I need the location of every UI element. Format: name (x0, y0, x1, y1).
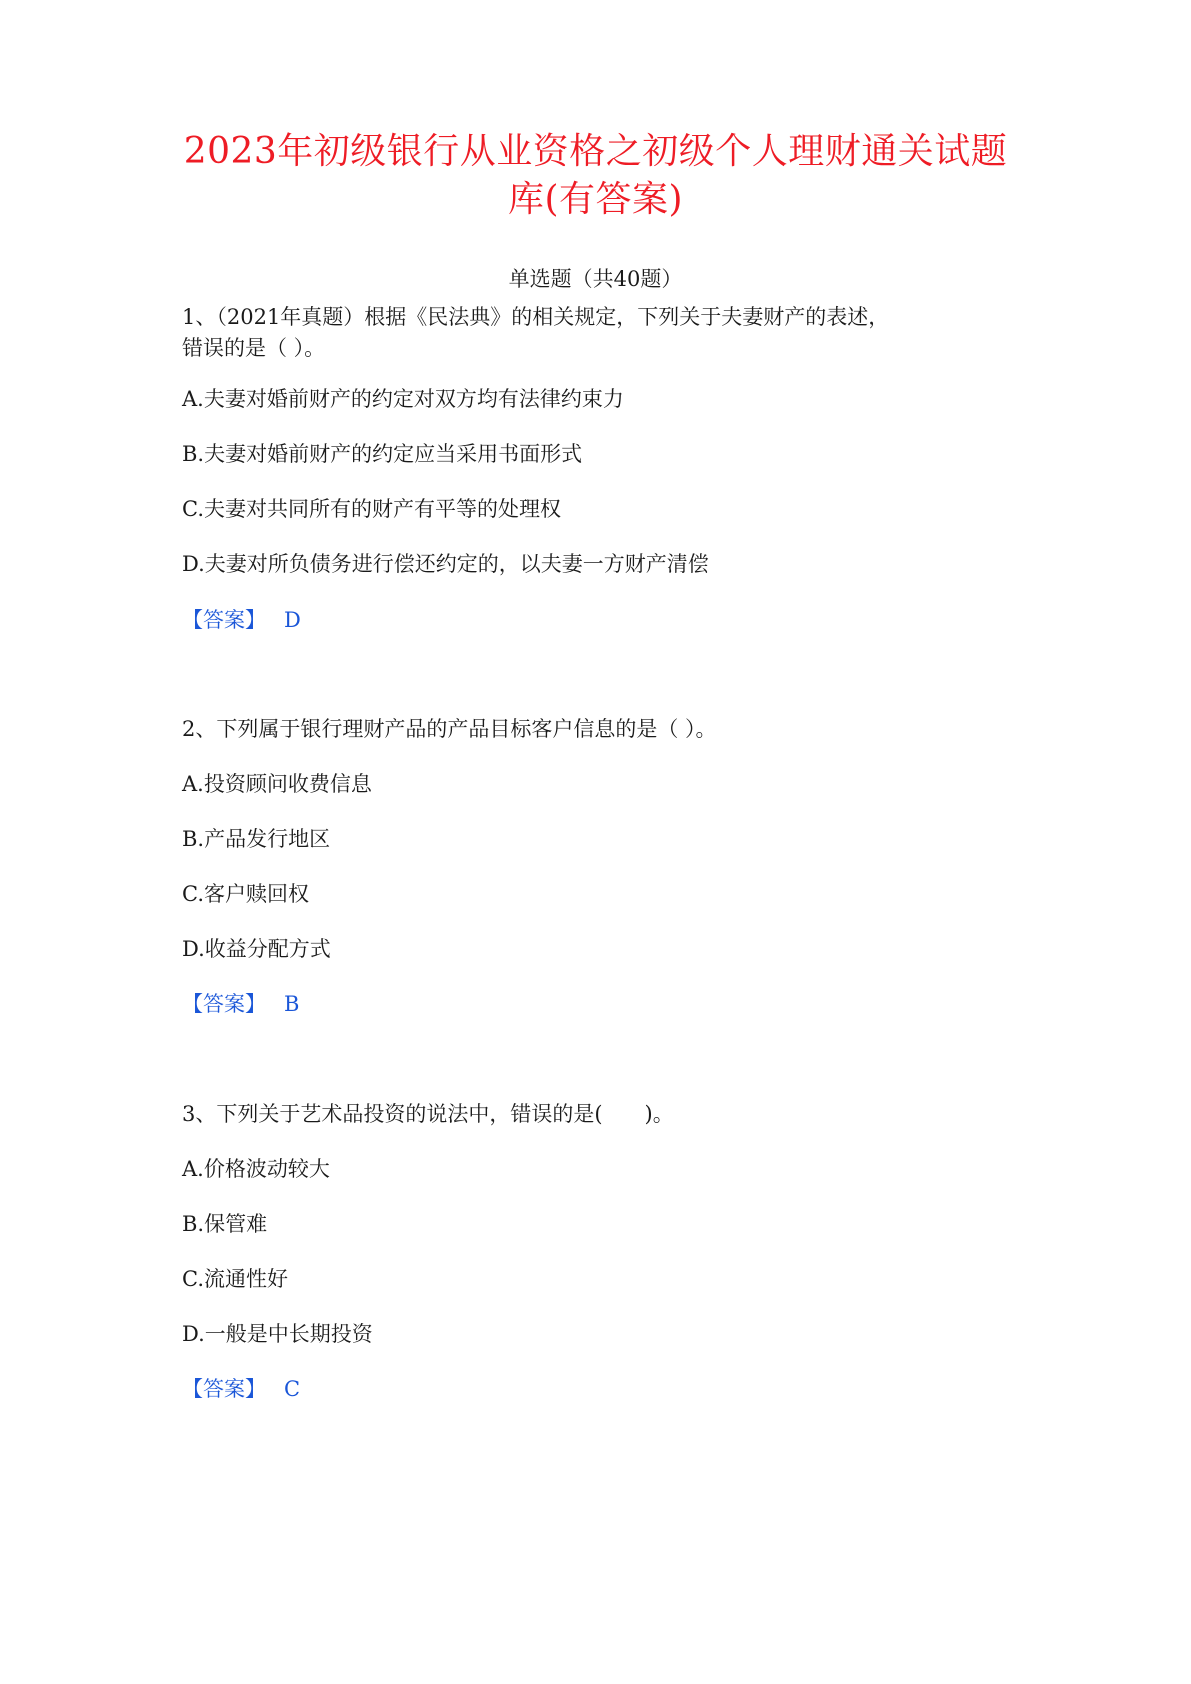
document-title (150, 128, 1041, 224)
question-3-option-c: C.流通性好 (182, 1267, 288, 1291)
title-line-1: 2023年初级银行从业资格之初级个人理财通关试题 (183, 131, 1008, 172)
question-2-option-b: B.产品发行地区 (182, 827, 331, 851)
answer-label: 【答案】 (182, 992, 266, 1016)
question-1-option-d: D.夫妻对所负债务进行偿还约定的，以夫妻一方财产清偿 (182, 552, 709, 576)
question-2-stem-line-1: 2、下列属于银行理财产品的产品目标客户信息的是（ ）。 (182, 717, 717, 741)
question-2-answer (182, 989, 1042, 1019)
answer-value: B (284, 992, 300, 1016)
question-3-option-b: B.保管难 (182, 1212, 268, 1236)
answer-label: 【答案】 (182, 608, 266, 632)
question-1-option-b: B.夫妻对婚前财产的约定应当采用书面形式 (182, 442, 583, 466)
question-3-option-d: D.一般是中长期投资 (182, 1322, 373, 1346)
section-heading: 单选题（共40题） (508, 267, 683, 291)
answer-label: 【答案】 (182, 1377, 266, 1401)
question-1-answer (182, 605, 1042, 635)
question-1-option-a: A.夫妻对婚前财产的约定对双方均有法律约束力 (182, 387, 624, 411)
question-2-option-d: D.收益分配方式 (182, 937, 331, 961)
question-2-option-a: A.投资顾问收费信息 (182, 772, 372, 796)
question-1-stem-line-2: 错误的是（ ）。 (182, 336, 326, 360)
answer-value: C (284, 1377, 301, 1401)
question-2-option-c: C.客户赎回权 (182, 882, 309, 906)
question-3-stem-line-1: 3、下列关于艺术品投资的说法中，错误的是( )。 (182, 1102, 674, 1126)
question-3-answer (182, 1374, 1042, 1404)
title-line-2: 库(有答案) (507, 179, 684, 220)
question-1-option-c: C.夫妻对共同所有的财产有平等的处理权 (182, 497, 561, 521)
question-3-option-a: A.价格波动较大 (182, 1157, 330, 1181)
question-1-stem-line-1: 1、（2021年真题）根据《民法典》的相关规定，下列关于夫妻财产的表述， (182, 305, 890, 329)
answer-value: D (284, 608, 301, 632)
